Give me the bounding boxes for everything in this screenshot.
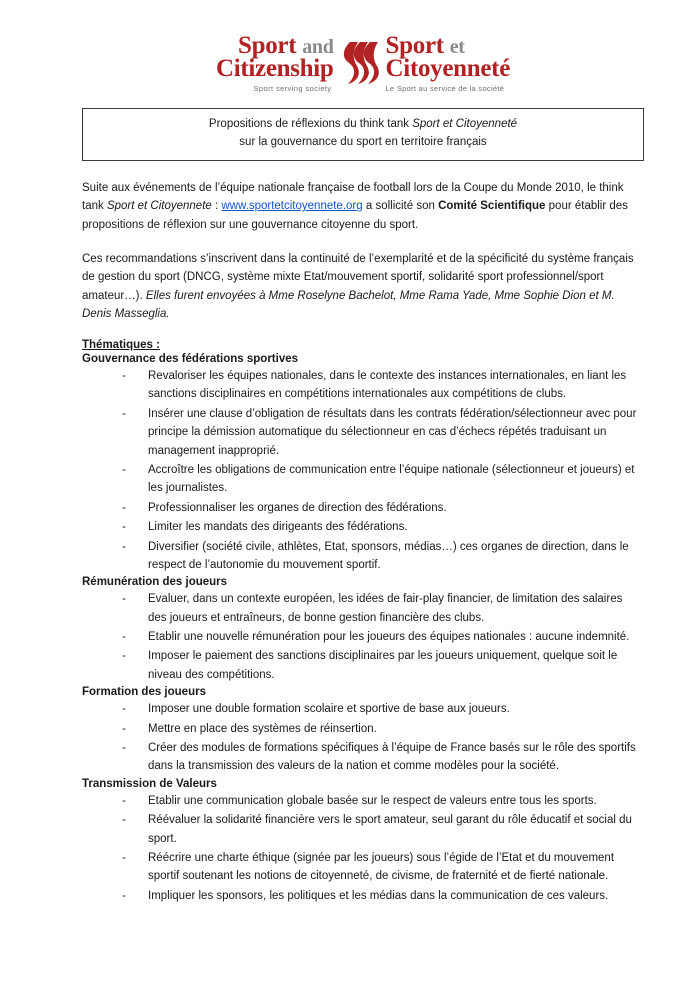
logo-left-word-sport: Sport bbox=[238, 32, 297, 60]
logo-sport-and-citizenship bbox=[216, 33, 334, 93]
list-item: - Créer des modules de formations spécifiques à l’équipe de France basés sur le rôle des sportifs dans la transmission des valeurs de la nation et comme modèles pour la société. bbox=[122, 739, 644, 776]
list-item: - Insérer une clause d’obligation de résultats dans les contrats fédération/sélectionneur avec pour principe la démission automatique du sélectionneur en cas d’échecs répétés traduisant un management inapproprié. bbox=[122, 405, 644, 460]
intro-paragraph-2 bbox=[82, 250, 644, 325]
list-item: - Limiter les mandats des dirigeants des fédérations. bbox=[122, 518, 644, 536]
website-link[interactable]: www.sportetcitoyennete.org bbox=[221, 200, 363, 213]
p2-part-a: Ces recommandations s’inscrivent dans la continuité de l’exemplarité et de la spécificité du système français de gestion du sport (DNCG, système mixte Etat/mouvement sportif, solidarité sport professionnel/sport amateur…). bbox=[82, 252, 634, 302]
list-item: - Accroître les obligations de communication entre l’équipe nationale (sélectionneur et joueurs) et les journalistes. bbox=[122, 461, 644, 498]
logo-right-word-et: et bbox=[449, 36, 465, 59]
logo-right-word-sport: Sport bbox=[385, 32, 444, 60]
list-item: - Imposer le paiement des sanctions disciplinaires par les joueurs uniquement, quelque soit le niveau des compétitions. bbox=[122, 647, 644, 684]
list-item: - Réévaluer la solidarité financière vers le sport amateur, seul garant du rôle éducatif et social du sport. bbox=[122, 811, 644, 848]
p1-bold-comite: Comité Scientifique bbox=[438, 200, 546, 213]
section-heading-gouvernance: Gouvernance des fédérations sportives bbox=[82, 353, 299, 365]
document-title-box bbox=[82, 108, 644, 161]
p1-part-c: a sollicité son bbox=[362, 200, 439, 213]
logo-right-tagline: Le Sport au service de la société bbox=[385, 84, 505, 94]
logo-left-word-and: and bbox=[302, 36, 334, 59]
p1-part-a: Suite aux événements de l’équipe nationale française de football lors de la Coupe du Monde 2010, le think tank bbox=[82, 181, 624, 213]
logo-left-tagline: Sport serving society bbox=[253, 84, 332, 94]
list-item: - Professionnaliser les organes de direction des fédérations. bbox=[122, 499, 644, 517]
p1-part-d: pour établir des propositions de réflexion sur une gouvernance citoyenne du sport. bbox=[82, 200, 628, 231]
section-heading-transmission: Transmission de Valeurs bbox=[82, 777, 217, 790]
section-heading-remuneration: Rémunération des joueurs bbox=[82, 576, 228, 589]
logo-left-line2: Citizenship bbox=[215, 55, 334, 83]
list-item: - Réécrire une charte éthique (signée par les joueurs) sous l’égide de l’Etat et du mouvement sportif soutenant les notions de citoyenneté, de civisme, de fraternité et de fierté nationale. bbox=[122, 849, 644, 886]
list-item: - Etablir une communication globale basée sur le respect de valeurs entre tous les sports. bbox=[122, 792, 644, 810]
list-item: - Imposer une double formation scolaire et sportive de base aux joueurs. bbox=[122, 700, 644, 718]
section-list-transmission bbox=[82, 792, 644, 905]
title-line-1 bbox=[93, 116, 633, 134]
section-heading-formation: Formation des joueurs bbox=[82, 686, 206, 699]
title-line-1-text: Propositions de réflexions du think tank bbox=[208, 118, 413, 130]
logo-sport-et-citoyennete bbox=[386, 33, 510, 93]
list-item: - Revaloriser les équipes nationales, dans le contexte des instances internationales, en liant les sanctions disciplinaires en compétitions internationales aux compétitions de clubs. bbox=[122, 367, 644, 404]
triple-stripe-logo-icon bbox=[340, 38, 380, 88]
section-list-formation bbox=[82, 700, 644, 776]
p2-italic-recipients: Elles furent envoyées à Mme Roselyne Bachelot, Mme Rama Yade, Mme Sophie Dion et M. Denis Masseglia. bbox=[82, 289, 615, 321]
list-item: - Diversifier (société civile, athlètes, Etat, sponsors, médias…) ces organes de direction, dans le respect de l’autonomie du mouvement sportif. bbox=[122, 538, 644, 575]
title-line-2: sur la gouvernance du sport en territoire français bbox=[239, 135, 487, 148]
title-line-1-italic: Sport et Citoyenneté bbox=[412, 118, 518, 130]
list-item: - Mettre en place des systèmes de réinsertion. bbox=[122, 720, 644, 738]
p1-part-b: : bbox=[211, 200, 222, 213]
list-item: - Impliquer les sponsors, les politiques et les médias dans la communication de ces valeurs. bbox=[122, 887, 644, 905]
section-list-gouvernance bbox=[82, 367, 644, 574]
p1-italic-brand: Sport et Citoyennete bbox=[106, 200, 212, 213]
intro-paragraph-1 bbox=[82, 179, 644, 235]
section-list-remuneration bbox=[82, 590, 644, 684]
list-item: - Evaluer, dans un contexte européen, les idées de fair-play financier, de limitation des salaires des joueurs et entraîneurs, de bonne gestion financière des clubs. bbox=[122, 590, 644, 627]
list-item: - Etablir une nouvelle rémunération pour les joueurs des équipes nationales : aucune indemnité. bbox=[122, 628, 644, 646]
logo-right-line2: Citoyenneté bbox=[385, 55, 510, 83]
thematiques-label: Thématiques : bbox=[82, 339, 160, 351]
header-logo-band bbox=[82, 30, 644, 96]
